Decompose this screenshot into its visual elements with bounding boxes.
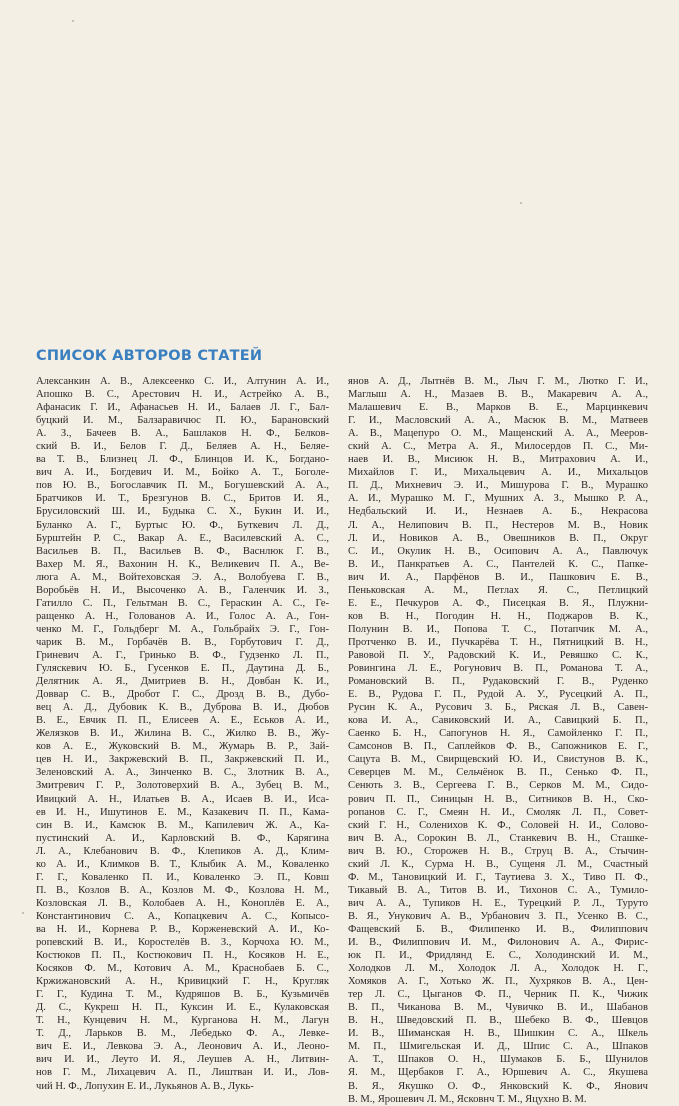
author-list-line: Михайлов Г. И., Михальцевич А. И., Михальцов (348, 467, 648, 479)
author-list-line: Козловская Л. В., Колобаев А. Н., Коноплёв Е. А., (36, 897, 329, 909)
author-list-line: ко А. И., Климков В. Т., Клыбик А. М., Коваленко (36, 858, 329, 870)
author-list-line: ращенко А. Н., Голованов А. И., Голос А. А., Гон- (36, 610, 329, 622)
author-list-line: Пеньковская А. М., Петлах Я. С., Петлицкий (348, 584, 648, 596)
author-list-line: Е. Е., Печкуров А. Ф., Писецкая В. Я., Плужни- (348, 597, 648, 609)
author-list-line: Фащевский Б. В., Филипенко И. В., Филиппович (348, 923, 648, 935)
author-list-line: Г. И., Масловский А. А., Масюк В. М., Матвеев (348, 415, 648, 427)
author-list-line: Братчиков И. Т., Брезгунов В. С., Бритов И. Я., (36, 493, 329, 505)
author-list-line: рович П. П., Синицын Н. В., Ситников В. Н., Ско- (348, 793, 648, 805)
author-list-line: Константинович С. А., Копацкевич А. С., Копысо- (36, 910, 329, 922)
author-list-line: Вахер М. Я., Вахонин Н. К., Великевич П. А., Ве- (36, 558, 329, 570)
author-list-line: ченко М. Г., Гольдберг М. А., Гольбрайх Э. Г., Гон- (36, 623, 329, 635)
author-list-line: буцкий И. М., Балзаравичюс П. Ю., Барановский (36, 415, 329, 427)
author-list-line: Хомяков А. Г., Хотько Ж. П., Хухряков В. А., Цен- (348, 976, 648, 988)
author-list-line: Северцев М. М., Сельчёнок В. П., Сенько Ф. П., (348, 767, 648, 779)
author-list-line: пустинский А. И., Карловский В. Ф., Карягина (36, 832, 329, 844)
author-list-line: Гатилло С. П., Гельтман В. С., Гераскин А. С., Ге- (36, 597, 329, 609)
author-list-line: М. П., Шмигельская И. Д., Шпис С. А., Шпаков (348, 1041, 648, 1053)
author-list-line: Саенко Б. Н., Сапогунов Н. Я., Самойленко Г. П., (348, 728, 648, 740)
author-list-line: Г. Г., Коваленко П. И., Коваленко Э. П., Ковш (36, 871, 329, 883)
author-list-line: Ивицкий А. Н., Илатьев В. А., Исаев В. И., Иса- (36, 793, 329, 805)
author-list-line: вич В. Ю., Сторожев Н. В., Струц В. А., Стычин- (348, 845, 648, 857)
author-list-line: Недбальский И. И., Незнаев А. Б., Некрасова (348, 506, 648, 518)
author-list-line: А. Т., Шпаков О. Н., Шумаков Б. Б., Шунилов (348, 1054, 648, 1066)
paper-speck (72, 20, 74, 22)
author-list-line: вич И. И., Леуто И. Я., Леушев А. Н., Литвин- (36, 1054, 329, 1066)
author-list-line: Т. Д., Ларьков В. М., Лебедько Ф. А., Левке- (36, 1028, 329, 1040)
author-list-line: цев Н. И., Закржевский В. П., Закржевский П. И., (36, 754, 329, 766)
author-list-line: ва Т. В., Близнец Л. Ф., Блинцов И. К., Богдано- (36, 454, 329, 466)
author-list-line: вич Е. И., Левкова Э. А., Леонович А. И., Леоно- (36, 1041, 329, 1053)
paper-speck (520, 202, 522, 204)
author-list-line: Буланко А. Г., Буртыс Ю. Ф., Буткевич Л. Д., (36, 519, 329, 531)
author-list-line: тер Л. С., Цыганов Ф. П., Черник П. К., Чижик (348, 989, 648, 1001)
author-list-line: Романовский В. П., Рудаковский Г. В., Руденко (348, 676, 648, 688)
author-list-line: ский Г. Н., Соленихов К. Ф., Соловей Н. И., Солово- (348, 819, 648, 831)
author-list-line: А. В., Мацепуро О. М., Мащенский А. А., Мееров- (348, 428, 648, 440)
author-list-line: Полунин В. И., Попова Т. С., Потапчик М. А., (348, 623, 648, 635)
author-list-line: ский А. С., Метра А. Я., Милосердов П. С., Ми- (348, 441, 648, 453)
author-list-line: Зеленовский А. А., Зинченко В. С., Злотник В. А., (36, 767, 329, 779)
author-list-line: ков В. Н., Погодин Н. Н., Поджаров В. К., (348, 610, 648, 622)
author-list-line: П. В., Козлов В. А., Козлов М. Ф., Козлова Н. М., (36, 884, 329, 896)
author-list-line: ропевский В. И., Коростелёв В. З., Корчоха Ю. М., (36, 937, 329, 949)
author-list-line: С. И., Окулик Н. В., Осипович А. А., Павлючук (348, 545, 648, 557)
author-list-line: вич А. А., Тупиков Н. Е., Турецкий Р. Л., Туруто (348, 897, 648, 909)
author-list-line: чарик В. М., Горбачёв В. В., Горбутович Г. Д., (36, 636, 329, 648)
author-list-line: В. Е., Евчик П. П., Елисеев А. Е., Еськов А. И., (36, 715, 329, 727)
author-list-line: Холодков Л. М., Холодок Л. А., Холодок Н. Г., (348, 963, 648, 975)
author-list-line: пов Ю. В., Богославчик П. М., Богушевский А. А., (36, 480, 329, 492)
section-heading: СПИСОК АВТОРОВ СТАТЕЙ (36, 348, 263, 364)
author-list-line: син В. И., Камсюк В. М., Капилевич Ж. А., Ка- (36, 819, 329, 831)
author-list-line: Сацута В. М., Свирщевский Ю. И., Свистунов В. К., (348, 754, 648, 766)
author-list-line: Гриневич А. Г., Гринько В. Ф., Гудзенко Л. П., (36, 649, 329, 661)
author-list-line: вич А. И., Богдевич И. М., Бойко А. Т., Боголе- (36, 467, 329, 479)
author-list-line: И. В., Шиманская Н. В., Шишкин С. А., Шкель (348, 1028, 648, 1040)
author-list-line: Маглыш А. Н., Мазаев В. В., Макаревич А. А., (348, 389, 648, 401)
author-list-line: Русин К. А., Русович З. Б., Ряская Л. В., Савен- (348, 702, 648, 714)
author-list-line: Сенють З. В., Сергеева Г. В., Серков М. М., Сидо- (348, 780, 648, 792)
author-list-line: Доввар С. В., Дробот Г. С., Дрозд В. В., Дубо- (36, 689, 329, 701)
author-list-line: Кржижановский А. Н., Кривицкий Г. Н., Кругляк (36, 976, 329, 988)
author-list-line: П. Д., Михневич Э. И., Мишурова Г. В., Мурашко (348, 480, 648, 492)
author-list-line: ский Л. К., Сурма Н. В., Сущеня Л. М., Счастный (348, 858, 648, 870)
author-list-line: Е. В., Рудова Г. П., Рудой А. У., Русецкий А. П., (348, 689, 648, 701)
author-list-line: Ровингина Л. Е., Рогунович В. П., Романова Т. А., (348, 663, 648, 675)
author-list-line: вич И. А., Парфёнов В. И., Пашкович Е. В., (348, 571, 648, 583)
author-list-line: ский В. И., Белов Г. Д., Беляев А. Н., Беляе- (36, 441, 329, 453)
author-list-line: янов А. Д., Лытнёв В. М., Лыч Г. М., Лютко Г. И., (348, 376, 648, 387)
author-list-line: Делятник А. Я., Дмитриев В. Н., Довбан К. И., (36, 676, 329, 688)
author-list-line: ва Н. И., Корнева Р. В., Корженевский А. И., Ко- (36, 923, 329, 935)
author-list-line: А. И., Мурашко М. Г., Мушних А. З., Мышко Р. А., (348, 493, 648, 505)
author-list-line: наев И. В., Мисиюк Н. В., Митрахович А. И., (348, 454, 648, 466)
author-list-line: Змитревич Г. Р., Золотоверхий В. А., Зубец В. М., (36, 780, 329, 792)
author-list-line: А. З., Бачеев В. А., Башлаков Н. Ф., Белков- (36, 428, 329, 440)
author-list-line: Д. С., Кукреш Н. П., Куксин И. Е., Кулаковская (36, 1002, 329, 1014)
author-list-line: Л. А., Нелипович В. П., Нестеров М. В., Новик (348, 519, 648, 531)
author-list-line: Косяков Ф. М., Котович А. М., Краснобаев Б. С., (36, 963, 329, 975)
author-list-line: вич В. А., Сорокин В. Л., Станкевич В. Н., Сташке- (348, 832, 648, 844)
author-list-line: нов Г. М., Лихацевич А. П., Лиштван И. И., Лов- (36, 1067, 329, 1079)
author-list-line: Г. Г., Кудина Т. М., Кудряшов В. Б., Кузьмичёв (36, 989, 329, 1001)
author-list-line: Бурштейн Р. С., Вакар А. Е., Василевский А. С., (36, 532, 329, 544)
author-list-line: Брусиловский Ш. И., Будыка С. Х., Букин И. И., (36, 506, 329, 518)
author-list-line: Алексанкин А. В., Алексеенко С. И., Алтунин А. И., (36, 376, 329, 387)
author-list-line: Васильев В. П., Васильев В. Ф., Васнлюк Г. В., (36, 545, 329, 557)
author-list-line: кова И. А., Савиковский И. А., Савицкий Б. П., (348, 715, 648, 727)
author-list-line: Ф. М., Тановицкий И. Г., Таутиева З. Х., Тиво П. Ф., (348, 871, 648, 883)
author-list-line: В. П., Чиканова В. М., Чувичко В. И., Шабанов (348, 1002, 648, 1014)
author-list-line: Апошко В. С., Арестович Н. И., Астрейко А. В., (36, 389, 329, 401)
author-list-line: Воробьёв Н. И., Высоченко А. В., Галенчик И. З., (36, 584, 329, 596)
author-list-line: юк П. И., Фридлянд Е. С., Холодинский И. М., (348, 950, 648, 962)
paper-speck (22, 912, 24, 914)
authors-column-left (36, 375, 329, 1093)
author-list-line: В. Я., Унукович А. В., Урбанович З. П., Усенко В. С., (348, 910, 648, 922)
authors-column-right (348, 375, 648, 1106)
author-list-line: Равовой П. У., Радовский К. И., Ревяшко С. К., (348, 649, 648, 661)
author-list-line: В. М., Ярошевич Л. М., Ясковнч Т. М., Яцухно В. М. (348, 1093, 587, 1105)
author-list-line: Костюков П. П., Костюкович П. Н., Косяков Н. Е., (36, 950, 329, 962)
author-list-line: ев И. Н., Ишутинов Е. М., Казакевич П. П., Кама- (36, 806, 329, 818)
author-list-line: Гуляскевич Ю. Б., Гусенков Е. П., Даутина Д. Б., (36, 663, 329, 675)
author-list-line: чий Н. Ф., Лопухин Е. И., Лукьянов А. В., Лукь- (36, 1080, 254, 1092)
author-list-line: люга А. М., Войтеховская Э. А., Волобуева Г. В., (36, 571, 329, 583)
author-list-line: Протченко В. И., Пучкарёва Т. Н., Пятницкий В. Н., (348, 636, 648, 648)
author-list-line: В. Я., Якушко О. Ф., Янковский К. Ф., Янович (348, 1080, 648, 1092)
author-list-line: Афанасик Г. И., Афанасьев Н. И., Балаев Л. Г., Бал- (36, 402, 329, 414)
author-list-line: Самсонов В. П., Саплейков Ф. В., Сапожников Е. Г., (348, 741, 648, 753)
author-list-line: Малашевич Е. В., Марков В. Е., Марцинкевич (348, 402, 648, 414)
author-list-line: Л. А., Клебанович В. Ф., Клепиков А. Д., Клим- (36, 845, 329, 857)
author-list-line: Желязков В. И., Жилина В. С., Жилко В. В., Жу- (36, 728, 329, 740)
author-list-line: Л. И., Новиков А. В., Овешников В. П., Округ (348, 532, 648, 544)
author-list-line: И. В., Филиппович И. М., Филонович А. А., Фирис- (348, 937, 648, 949)
author-list-line: В. И., Панкратьев А. С., Пантелей К. С., Папке- (348, 558, 648, 570)
author-list-line: В. Н., Шведовский П. В., Шебеко В. Ф., Шевцов (348, 1015, 648, 1027)
author-list-line: ропанов С. Г., Смеян Н. И., Смоляк Л. П., Совет- (348, 806, 648, 818)
author-list-line: Тикавый В. А., Титов В. И., Тихонов С. А., Тумило- (348, 884, 648, 896)
author-list-line: вец А. Д., Дубовик К. В., Дуброва В. И., Дюбов (36, 702, 329, 714)
author-list-line: Я. М., Щербаков Г. А., Юршевич А. С., Якушева (348, 1067, 648, 1079)
author-list-line: Т. Н., Кунцевич Н. М., Курганова Н. М., Лагун (36, 1015, 329, 1027)
author-list-line: ков А. Е., Жуковский В. М., Жумарь В. Р., Зай- (36, 741, 329, 753)
